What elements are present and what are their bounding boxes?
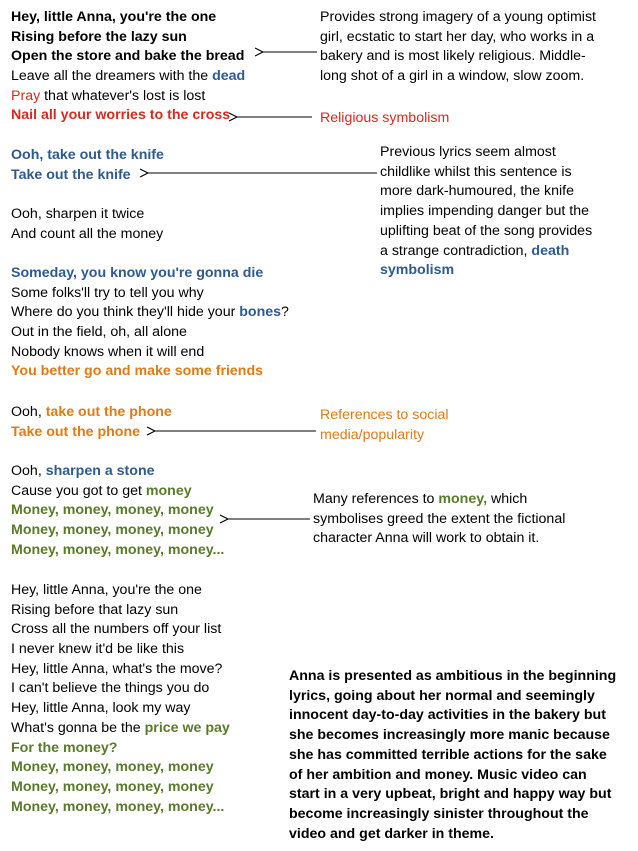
lyric-line: Hey, little Anna, what's the move? [11, 660, 223, 677]
lyric-line: For the money? [11, 739, 118, 756]
lyric-line: I never knew it'd be like this [11, 641, 185, 658]
lyric-line: Money, money, money, money [11, 759, 214, 776]
highlight-symbolism: symbolism [380, 262, 455, 279]
lyric-text: What's gonna be the [11, 719, 145, 736]
annotation-line: long shot of a girl in a window, slow zoom. [320, 68, 585, 85]
highlight-pray: Pray [11, 87, 41, 104]
lyric-line: Money, money, money, money [11, 522, 214, 539]
lyric-line: Rising before the lazy sun [11, 28, 187, 45]
annotation-line: uplifting beat of the song provides [380, 222, 593, 239]
highlight-money: money [145, 482, 192, 499]
summary-line: she has committed terrible actions for the sake [289, 746, 607, 763]
lyric-line: Take out the knife [11, 166, 131, 183]
annotation-line: childlike whilst this sentence is [380, 163, 572, 180]
annotation-line: implies impending danger but the [380, 203, 590, 220]
highlight-bones: bones [239, 304, 282, 321]
annotation-line: symbolises greed the extent the fictional [313, 510, 566, 527]
lyric-text: Cause you got to get [11, 482, 146, 499]
lyric-line: Cross all the numbers off your list [11, 621, 222, 638]
annotation-religious: Religious symbolism [320, 110, 450, 126]
highlight-dead: dead [212, 68, 246, 85]
lyric-line: Money, money, money, money [11, 502, 214, 519]
annotation-line: character Anna will work to obtain it. [313, 530, 540, 547]
summary-line: Anna is presented as ambitious in the beginning [289, 668, 617, 684]
lyric-line: And count all the money [11, 225, 164, 242]
lyric-text: ? [281, 304, 289, 321]
summary-line: innocent day-to-day activities in the bakery but [289, 707, 606, 724]
annotation-line: Provides strong imagery of a young optimist [320, 9, 596, 25]
lyric-line: Take out the phone [11, 423, 141, 440]
lyric-line: Money, money, money, money... [11, 798, 225, 815]
lyric-line: Open the store and bake the bread [11, 48, 245, 65]
summary-line: of her ambition and money. Music video can [289, 766, 587, 783]
annotation-text: a strange contradiction, [380, 242, 532, 259]
annotation-line: bakery and is most likely religious. Middle- [320, 48, 586, 65]
lyric-line: Money, money, money, money... [11, 541, 225, 558]
annotation-line: more dark-humoured, the knife [380, 183, 574, 200]
highlight-price: price we pay [144, 719, 230, 736]
highlight-stone: sharpen a stone [45, 463, 155, 479]
annotation-text: which [487, 491, 528, 507]
lyric-line: Rising before that lazy sun [11, 601, 179, 618]
lyric-text: Ooh, [11, 404, 46, 420]
lyric-line: Ooh, take out the knife [11, 147, 164, 163]
lyric-line: Hey, little Anna, you're the one [11, 582, 202, 598]
highlight-phone: take out the phone [45, 404, 172, 420]
annotation-line: Previous lyrics seem almost [380, 144, 556, 160]
lyric-line: Out in the field, oh, all alone [11, 324, 187, 341]
highlight-money-note: money, [438, 491, 488, 507]
annotation-line: girl, ecstatic to start her day, who works in a [320, 28, 595, 45]
lyric-text: Leave all the dreamers with the [11, 68, 213, 85]
lyric-text: that whatever's lost is lost [40, 87, 206, 104]
lyric-line: Money, money, money, money [11, 778, 214, 795]
summary-line: she becomes increasingly more manic because [289, 727, 610, 744]
lyric-line: Hey, little Anna, you're the one [11, 9, 217, 25]
annotation-text: Many references to [313, 491, 439, 507]
summary-line: start in a very upbeat, bright and happy way but [289, 786, 612, 803]
summary-line: lyrics, going about her normal and seemingly [289, 687, 595, 704]
lyric-line-cross: Nail all your worries to the cross [11, 107, 231, 124]
lyric-line: Ooh, sharpen it twice [11, 206, 145, 223]
lyric-line: I can't believe the things you do [11, 680, 210, 697]
annotation-line: References to social [320, 407, 449, 423]
summary-line: video and get darker in theme. [289, 825, 494, 842]
annotation-line: media/popularity [320, 426, 425, 443]
lyric-text: Ooh, [11, 463, 46, 479]
lyric-line: Someday, you know you're gonna die [11, 265, 264, 281]
lyric-line: Nobody knows when it will end [11, 343, 205, 360]
lyric-text: Where do you think they'll hide your [11, 304, 240, 321]
highlight-death: death [531, 242, 570, 259]
lyric-line: You better go and make some friends [11, 363, 264, 380]
summary-line: become increasingly sinister throughout the [289, 805, 589, 822]
lyric-line: Some folks'll try to tell you why [11, 284, 204, 301]
lyric-line: Hey, little Anna, look my way [11, 700, 191, 717]
